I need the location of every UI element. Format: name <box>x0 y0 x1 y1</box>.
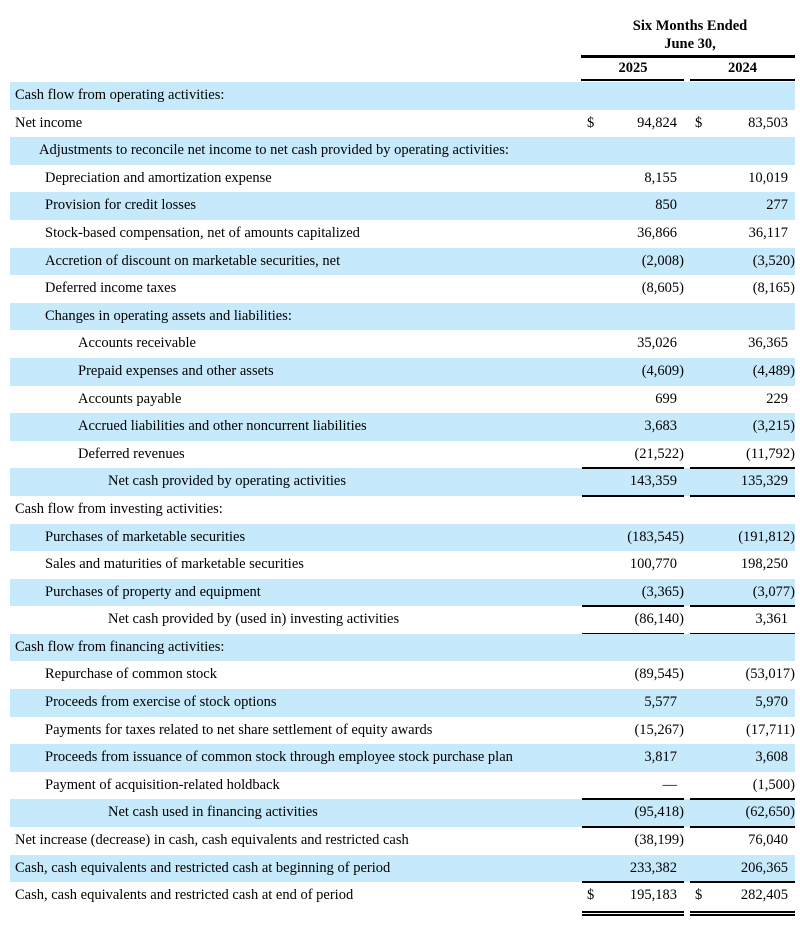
value-2024: 206,365 <box>740 859 788 876</box>
row-label: Accrued liabilities and other noncurrent liabilities <box>78 418 367 435</box>
table-row <box>10 386 795 414</box>
table-row <box>10 165 795 193</box>
row-label: Accretion of discount on marketable securities, net <box>45 252 341 269</box>
value-2025: 699 <box>655 390 677 407</box>
value-2024: (8,165) <box>752 280 795 297</box>
value-2025: (89,545) <box>634 666 684 683</box>
row-label: Sales and maturities of marketable securities <box>45 556 304 573</box>
value-2025: (8,605) <box>641 280 684 297</box>
value-2024: 282,405 <box>740 887 788 904</box>
subtotal-rule <box>690 467 795 469</box>
row-label: Provision for credit losses <box>45 197 197 214</box>
table-row <box>10 220 795 248</box>
table-row <box>10 634 795 662</box>
row-label: Purchases of property and equipment <box>45 583 261 600</box>
currency-symbol-2024: $ <box>695 114 703 131</box>
table-row <box>10 248 795 276</box>
row-label: Net cash used in financing activities <box>108 804 318 821</box>
subtotal-rule <box>690 605 795 607</box>
value-2024: (11,792) <box>746 445 795 462</box>
row-label: Accounts payable <box>78 390 182 407</box>
table-row <box>10 606 795 634</box>
table-row <box>10 303 795 331</box>
value-2024: 5,970 <box>755 694 788 711</box>
currency-symbol-2025: $ <box>587 887 595 904</box>
value-2024: (191,812) <box>738 528 795 545</box>
table-row <box>10 275 795 303</box>
value-2024: 3,361 <box>755 611 788 628</box>
row-label: Cash flow from operating activities: <box>15 87 225 103</box>
subtotal-rule <box>582 605 684 607</box>
value-2024: 229 <box>766 390 788 407</box>
table-row <box>10 827 795 855</box>
table-row <box>10 524 795 552</box>
table-row <box>10 772 795 800</box>
value-2025: 94,824 <box>637 114 677 131</box>
row-label: Payment of acquisition-related holdback <box>45 776 280 793</box>
subtotal-rule <box>582 798 684 800</box>
table-row <box>10 579 795 607</box>
currency-symbol-2025: $ <box>587 114 595 131</box>
value-2024: (53,017) <box>745 666 795 683</box>
value-2025: 35,026 <box>637 335 677 352</box>
row-label: Cash flow from financing activities: <box>15 638 225 655</box>
year-2025-rule <box>581 79 684 81</box>
table-row <box>10 358 795 386</box>
subtotal-rule <box>582 467 684 469</box>
value-2025: 3,817 <box>644 749 677 766</box>
year-2024-rule <box>690 79 795 81</box>
table-row <box>10 551 795 579</box>
grand-total-double-rule <box>582 911 684 916</box>
cash-flow-table <box>10 82 795 910</box>
row-label: Depreciation and amortization expense <box>45 169 272 186</box>
grand-total-double-rule <box>690 911 795 916</box>
value-2025: 100,770 <box>629 556 677 573</box>
row-label: Net cash provided by operating activities <box>108 473 346 490</box>
table-row <box>10 799 795 827</box>
value-2025: — <box>662 776 677 793</box>
value-2024: (4,489) <box>752 362 795 379</box>
row-label: Stock-based compensation, net of amounts capitalized <box>45 224 360 241</box>
row-label: Accounts receivable <box>78 335 196 352</box>
year-2024-header: 2024 <box>728 60 757 76</box>
value-2024: 277 <box>766 197 788 214</box>
header-rule <box>581 55 795 58</box>
row-label: Deferred revenues <box>78 445 185 462</box>
row-label: Repurchase of common stock <box>45 666 217 683</box>
currency-symbol-2024: $ <box>695 887 703 904</box>
value-2024: 76,040 <box>748 832 788 849</box>
table-row <box>10 413 795 441</box>
period-heading-line1: Six Months Ended <box>632 18 748 34</box>
table-row <box>10 192 795 220</box>
value-2025: 3,683 <box>644 418 677 435</box>
value-2025: (95,418) <box>634 804 684 821</box>
value-2024: 198,250 <box>740 556 788 573</box>
value-2024: 3,608 <box>755 749 788 766</box>
year-2025-header: 2025 <box>618 60 648 76</box>
value-2025: 233,382 <box>629 859 677 876</box>
table-row <box>10 82 795 110</box>
value-2025: 8,155 <box>644 169 677 186</box>
value-2024: 83,503 <box>748 114 788 131</box>
subtotal-rule <box>690 881 795 883</box>
table-row <box>10 496 795 524</box>
subtotal-rule <box>690 798 795 800</box>
table-row <box>10 717 795 745</box>
value-2024: (62,650) <box>745 804 795 821</box>
row-label: Cash flow from investing activities: <box>15 500 223 517</box>
row-label: Payments for taxes related to net share settlement of equity awards <box>45 721 433 738</box>
value-2025: (2,008) <box>641 252 684 269</box>
value-2025: (15,267) <box>634 721 684 738</box>
value-2025: 143,359 <box>629 473 677 490</box>
row-label: Adjustments to reconcile net income to net cash provided by operating activities: <box>39 142 509 159</box>
table-row <box>10 137 795 165</box>
value-2024: 36,117 <box>748 224 788 241</box>
row-label: Purchases of marketable securities <box>45 528 246 545</box>
table-row <box>10 468 795 496</box>
row-label: Proceeds from exercise of stock options <box>45 694 277 711</box>
row-label: Deferred income taxes <box>45 280 177 297</box>
row-label: Net cash provided by (used in) investing activities <box>108 611 400 628</box>
value-2024: (3,520) <box>752 252 795 269</box>
table-row <box>10 330 795 358</box>
table-row <box>10 441 795 469</box>
value-2025: (3,365) <box>641 583 684 600</box>
row-label: Changes in operating assets and liabilities: <box>45 307 292 324</box>
value-2024: (3,077) <box>752 583 795 600</box>
value-2025: (183,545) <box>627 528 684 545</box>
value-2025: (4,609) <box>641 362 684 379</box>
value-2025: (86,140) <box>634 611 684 628</box>
value-2025: (21,522) <box>634 445 684 462</box>
period-heading-line2: June 30, <box>664 36 716 52</box>
value-2025: 195,183 <box>629 887 677 904</box>
value-2025: 36,866 <box>637 224 677 241</box>
value-2025: 5,577 <box>644 694 677 711</box>
table-row <box>10 744 795 772</box>
value-2024: (3,215) <box>752 418 795 435</box>
table-row <box>10 882 795 910</box>
row-label: Proceeds from issuance of common stock through employee stock purchase plan <box>45 749 513 766</box>
row-label: Prepaid expenses and other assets <box>78 362 274 379</box>
value-2024: (1,500) <box>752 776 795 793</box>
value-2024: 10,019 <box>748 169 788 186</box>
value-2024: 135,329 <box>740 473 788 490</box>
row-label: Net income <box>15 114 83 131</box>
subtotal-rule <box>582 881 684 883</box>
value-2024: 36,365 <box>748 335 788 352</box>
table-row <box>10 689 795 717</box>
row-label: Cash, cash equivalents and restricted cash at end of period <box>15 887 354 904</box>
value-2025: (38,199) <box>634 832 684 849</box>
value-2025: 850 <box>655 197 677 214</box>
row-label: Cash, cash equivalents and restricted cash at beginning of period <box>15 859 391 876</box>
table-row <box>10 110 795 138</box>
row-label: Net increase (decrease) in cash, cash equivalents and restricted cash <box>15 832 409 849</box>
table-row <box>10 661 795 689</box>
value-2024: (17,711) <box>746 721 795 738</box>
table-row <box>10 855 795 883</box>
